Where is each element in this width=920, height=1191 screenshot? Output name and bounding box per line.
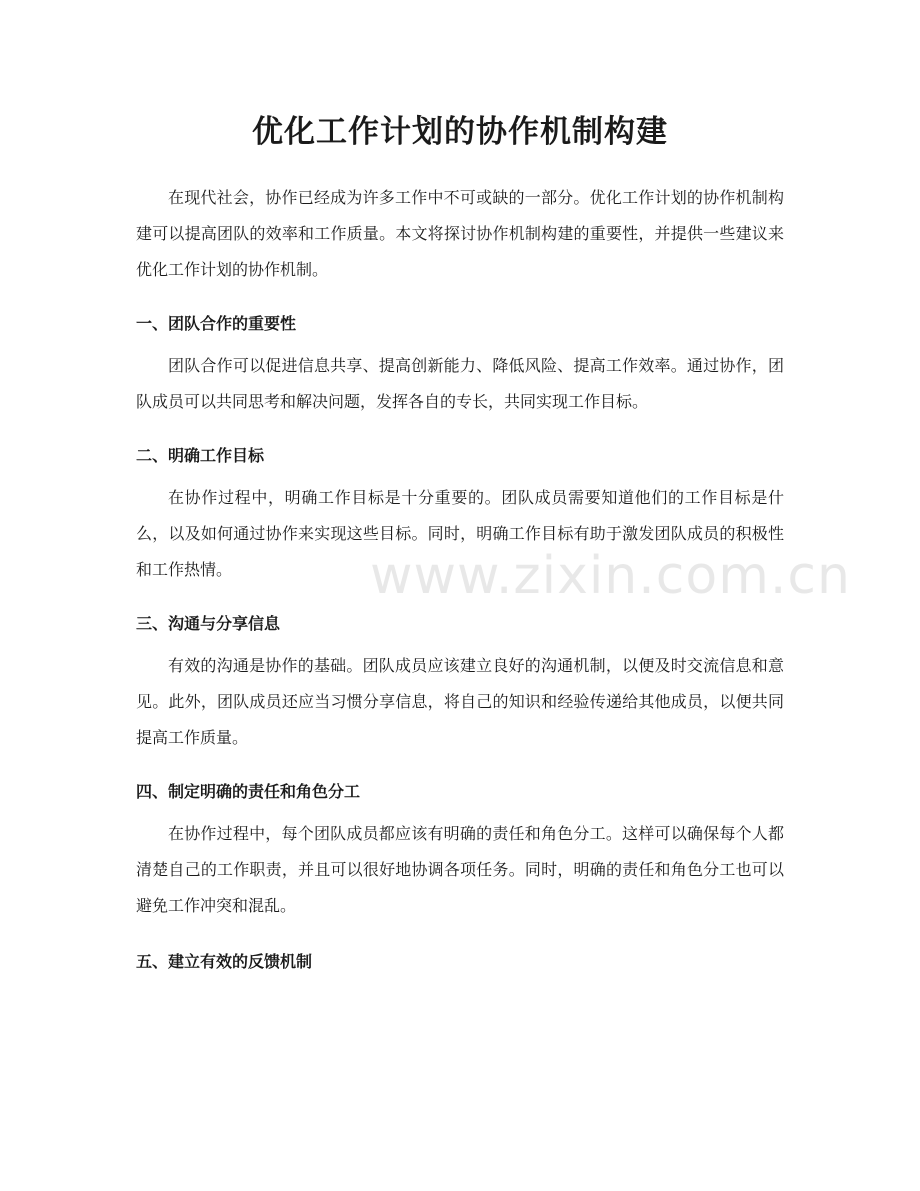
section-heading-2: 二、明确工作目标: [136, 446, 265, 465]
section-body-2: 在协作过程中，明确工作目标是十分重要的。团队成员需要知道他们的工作目标是什么，以及如何通过协作来实现这些目标。同时，明确工作目标有助于激发团队成员的积极性和工作热情。: [136, 488, 784, 579]
section-body-3: 有效的沟通是协作的基础。团队成员应该建立良好的沟通机制，以便及时交流信息和意见。此外，团队成员还应当习惯分享信息，将自己的知识和经验传递给其他成员，以便共同提高工作质量。: [136, 656, 784, 747]
section-body-4: 在协作过程中，每个团队成员都应该有明确的责任和角色分工。这样可以确保每个人都清楚自己的工作职责，并且可以很好地协调各项任务。同时，明确的责任和角色分工也可以避免工作冲突和混乱。: [136, 824, 784, 915]
intro-paragraph: 在现代社会，协作已经成为许多工作中不可或缺的一部分。优化工作计划的协作机制构建可以提高团队的效率和工作质量。本文将探讨协作机制构建的重要性，并提供一些建议来优化工作计划的协作机制。: [136, 188, 784, 279]
document-body: [136, 180, 784, 974]
document-title: 优化工作计划的协作机制构建: [252, 114, 668, 150]
section-heading-4: 四、制定明确的责任和角色分工: [136, 782, 361, 801]
section-body-1: 团队合作可以促进信息共享、提高创新能力、降低风险、提高工作效率。通过协作，团队成员可以共同思考和解决问题，发挥各自的专长，共同实现工作目标。: [136, 356, 784, 411]
section-heading-3: 三、沟通与分享信息: [136, 614, 281, 633]
watermark: www.zixin.com.cn: [370, 546, 851, 606]
section-heading-5: 五、建立有效的反馈机制: [136, 952, 313, 971]
section-heading-1: 一、团队合作的重要性: [136, 314, 297, 333]
